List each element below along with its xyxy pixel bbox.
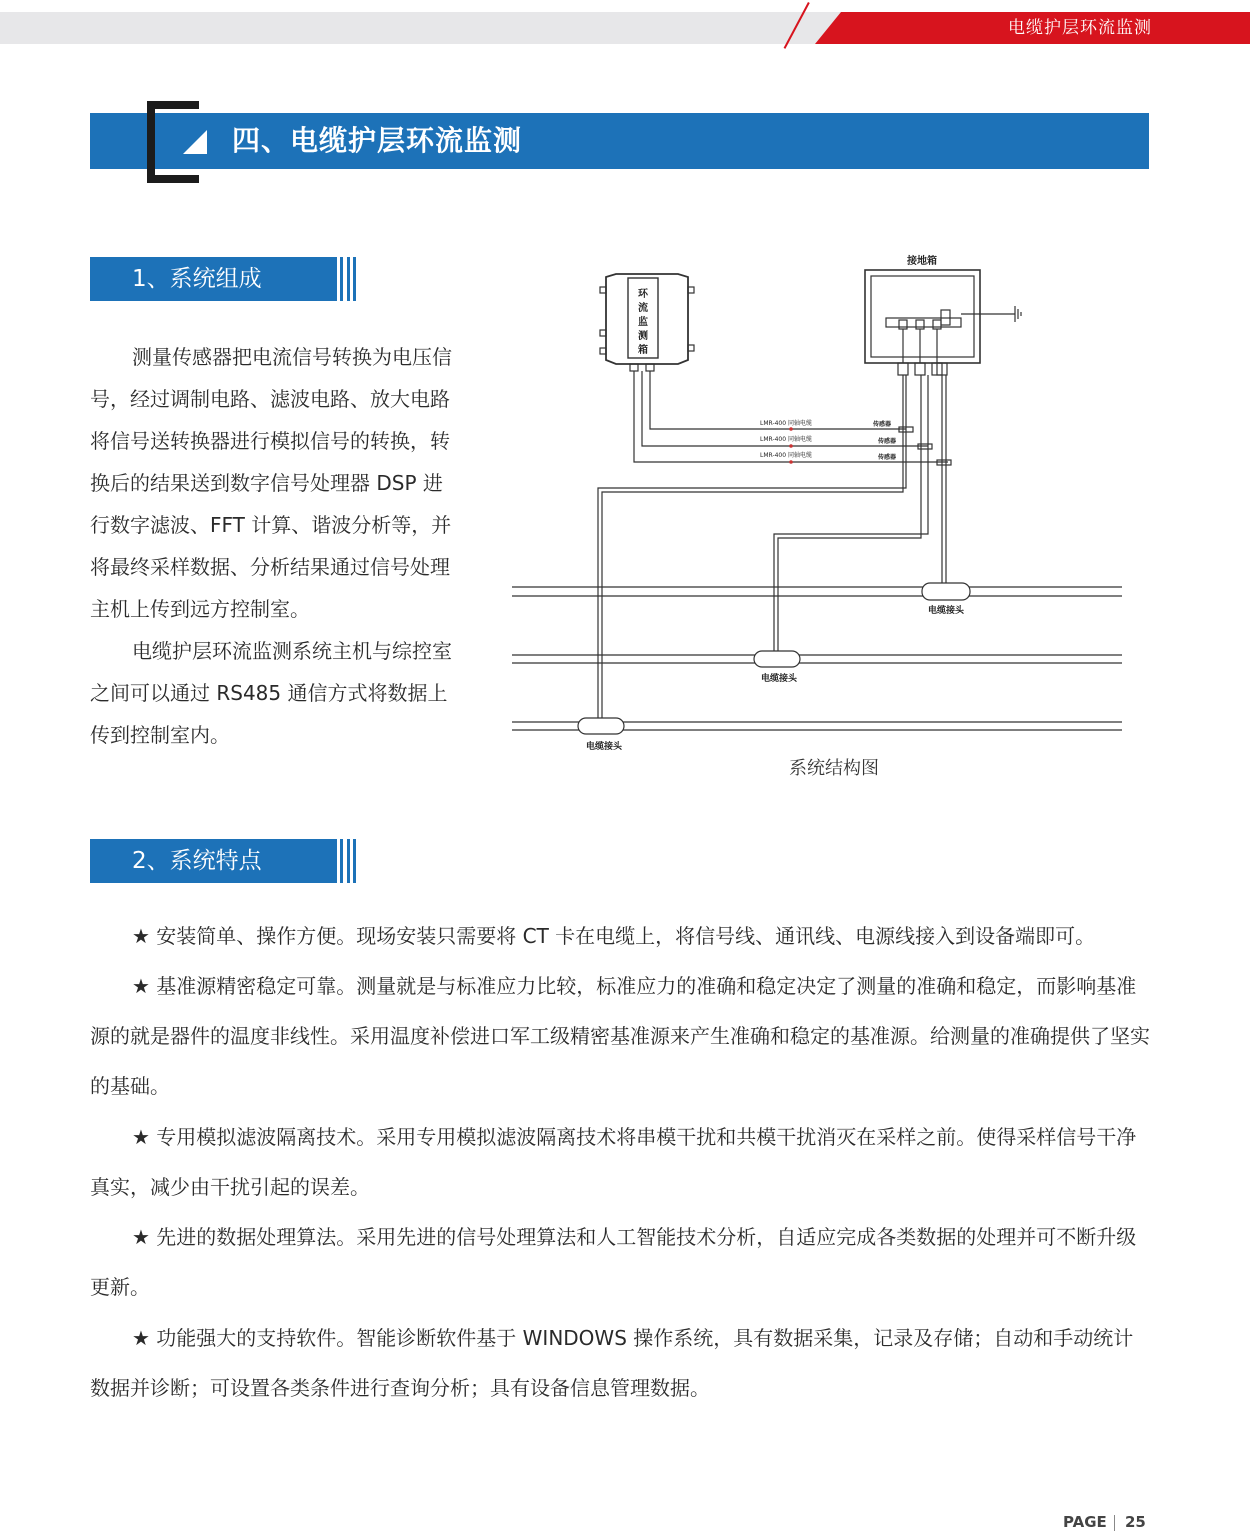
cable-label: LMR-400 同轴电缆 [760, 452, 812, 459]
diagram-caption: 系统结构图 [789, 758, 879, 779]
monitor-box-char: 测 [638, 331, 648, 342]
ground-box-label: 接地箱 [907, 256, 937, 267]
section2-stripes [334, 839, 356, 883]
cable-label: LMR-400 同轴电缆 [760, 420, 812, 427]
section2-heading: 2、系统特点 [132, 848, 262, 874]
feature-item: ★ 基准源精密稳定可靠。测量就是与标准应力比较，标准应力的准确和稳定决定了测量的准确和稳定，而影响基准源的就是器件的温度非线性。采用温度补偿进口军工级精密基准源来产生准确和稳定的基准源。给测量的准确提供了坚实的基础。 [90, 974, 1150, 1098]
system-structure-diagram [500, 245, 1140, 760]
section1-paragraph: 电缆护层环流监测系统主机与综控室之间可以通过 RS485 通信方式将数据上传到控制室内。 [90, 639, 452, 747]
section2-heading-bar [90, 839, 334, 883]
feature-item: ★ 先进的数据处理算法。采用先进的信号处理算法和人工智能技术分析，自适应完成各类数据的处理并可不断升级更新。 [90, 1225, 1137, 1299]
cable-label: LMR-400 同轴电缆 [760, 436, 812, 443]
feature-item: ★ 功能强大的支持软件。智能诊断软件基于 WINDOWS 操作系统，具有数据采集，记录及存储；自动和手动统计数据并诊断；可设置各类条件进行查询分析；具有设备信息管理数据。 [90, 1326, 1134, 1400]
monitor-box-char: 监 [638, 317, 648, 328]
joint-label: 电缆接头 [927, 606, 965, 616]
section1-paragraph: 测量传感器把电流信号转换为电压信号，经过调制电路、滤波电路、放大电路将信号送转换器进行模拟信号的转换，转换后的结果送到数字信号处理器 DSP 进行数字滤波、FFT 计算、谐波分析等，并将最终采样数据、分析结果通过信号处理主机上传到远方控制室。 [90, 345, 452, 621]
header-gray-band [0, 12, 900, 44]
header-title: 电缆护层环流监测 [1008, 18, 1152, 38]
feature-item: ★ 专用模拟滤波隔离技术。采用专用模拟滤波隔离技术将串模干扰和共模干扰消灭在采样之前。使得采样信号干净真实，减少由干扰引起的误差。 [90, 1125, 1137, 1199]
main-title: 四、电缆护层环流监测 [232, 124, 523, 157]
page-label: PAGE [1063, 1513, 1107, 1531]
page-separator [1114, 1515, 1115, 1531]
monitor-box-char: 箱 [638, 345, 648, 356]
section1-heading-bar [90, 257, 334, 301]
title-bracket-top [147, 101, 199, 109]
monitor-box-char: 流 [638, 303, 648, 314]
monitor-box-char: 环 [638, 289, 648, 300]
title-bracket-bottom [147, 175, 199, 183]
feature-item: ★ 安装简单、操作方便。现场安装只需要将 CT 卡在电缆上，将信号线、通讯线、电源线接入到设备端即可。 [132, 924, 1096, 948]
sensor-label: 传感器 [878, 438, 897, 445]
joint-label: 电缆接头 [760, 674, 798, 684]
sensor-label: 传感器 [878, 454, 897, 461]
title-bracket [147, 101, 155, 183]
page-number: 25 [1125, 1513, 1146, 1531]
sensor-label: 传感器 [873, 421, 892, 428]
joint-label: 电缆接头 [585, 742, 623, 752]
section1-heading: 1、系统组成 [132, 266, 262, 292]
section1-stripes [334, 257, 356, 301]
